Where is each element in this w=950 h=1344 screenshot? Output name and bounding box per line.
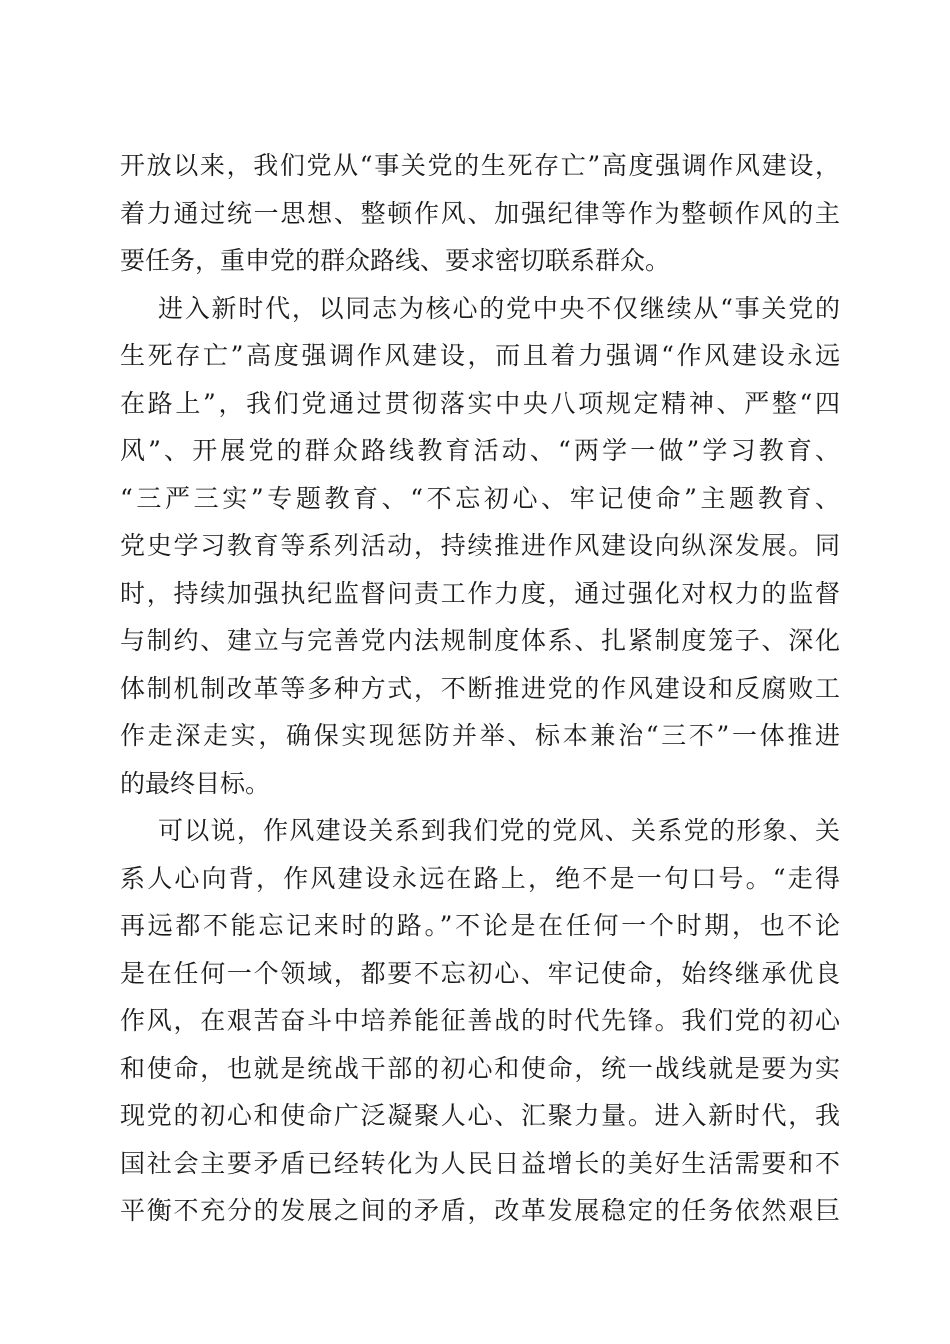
text-line: 是在任何一个领域，都要不忘初心、牢记使命，始终继承优良 xyxy=(120,958,840,988)
text-line: 体制机制改革等多种方式，不断推进党的作风建设和反腐败工 xyxy=(120,673,840,703)
text-line: 国社会主要矛盾已经转化为人民日益增长的美好生活需要和不 xyxy=(120,1148,840,1178)
text-line: 平衡不充分的发展之间的矛盾，改革发展稳定的任务依然艰巨 xyxy=(120,1196,840,1225)
text-line: 着力通过统一思想、整顿作风、加强纪律等作为整顿作风的主 xyxy=(120,198,840,228)
text-line: “三严三实”专题教育、“不忘初心、牢记使命”主题教育、 xyxy=(120,483,840,513)
text-line: 现党的初心和使命广泛凝聚人心、汇聚力量。进入新时代，我 xyxy=(120,1101,840,1130)
text-line: 再远都不能忘记来时的路。”不论是在任何一个时期，也不论 xyxy=(120,911,840,940)
text-line: 进入新时代，以同志为核心的党中央不仅继续从“事关党的 xyxy=(158,293,840,323)
text-line: 和使命，也就是统战干部的初心和使命，统一战线就是要为实 xyxy=(120,1053,840,1083)
text-line: 系人心向背，作风建设永远在路上，绝不是一句口号。“走得 xyxy=(120,863,840,893)
text-line: 风”、开展党的群众路线教育活动、“两学一做”学习教育、 xyxy=(120,436,840,465)
text-line: 开放以来，我们党从“事关党的生死存亡”高度强调作风建设， xyxy=(120,151,840,180)
body-text xyxy=(120,142,840,1235)
text-line: 要任务，重申党的群众路线、要求密切联系群众。 xyxy=(120,246,671,275)
text-line: 作风，在艰苦奋斗中培养能征善战的时代先锋。我们党的初心 xyxy=(120,1006,840,1035)
text-line: 党史学习教育等系列活动，持续推进作风建设向纵深发展。同 xyxy=(120,531,840,560)
text-line: 作走深走实，确保实现惩防并举、标本兼治“三不”一体推进 xyxy=(120,721,840,750)
text-line: 生死存亡”高度强调作风建设，而且着力强调“作风建设永远 xyxy=(120,341,840,370)
text-line: 与制约、建立与完善党内法规制度体系、扎紧制度笼子、深化 xyxy=(120,626,840,655)
text-line: 时，持续加强执纪监督问责工作力度，通过强化对权力的监督 xyxy=(120,578,840,608)
text-line: 的最终目标。 xyxy=(120,768,271,798)
text-line: 可以说，作风建设关系到我们党的党风、关系党的形象、关 xyxy=(158,816,840,845)
text-line: 在路上”，我们党通过贯彻落实中央八项规定精神、严整“四 xyxy=(120,388,840,418)
